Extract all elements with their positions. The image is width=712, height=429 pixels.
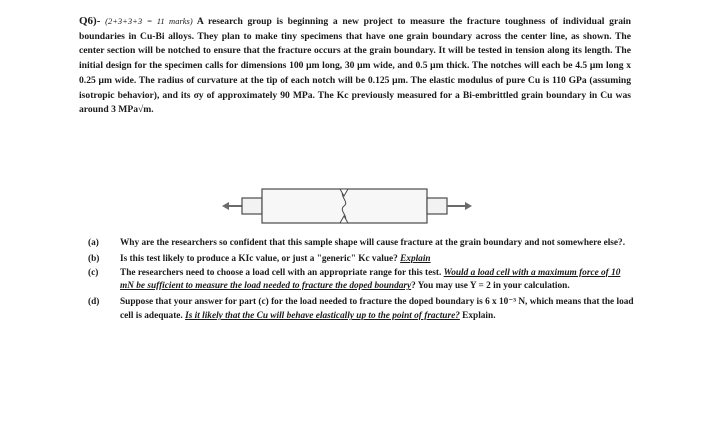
part-a bbox=[88, 237, 634, 251]
question-number: Q6)- bbox=[79, 15, 101, 27]
part-label: (b) bbox=[88, 253, 100, 264]
part-b bbox=[88, 253, 634, 267]
right-grip bbox=[427, 198, 447, 214]
part-label: (c) bbox=[88, 267, 99, 278]
part-d bbox=[88, 296, 634, 324]
part-trailing-text: ? You may use Y = 2 in your calculation. bbox=[411, 281, 570, 292]
part-text: Why are the researchers so confident that this sample shape will cause fracture at the grain boundary and not somewhere else?. bbox=[120, 238, 626, 248]
part-text: The researchers need to choose a load cell with an appropriate range for this test. bbox=[120, 267, 442, 278]
part-trailing-text: Explain. bbox=[459, 310, 496, 321]
notched-specimen-diagram bbox=[220, 186, 500, 226]
tension-arrowhead-left bbox=[222, 202, 229, 210]
part-text: Is this test likely to produce a KIc value, or just a "generic" Kc value? bbox=[120, 253, 398, 264]
part-underlined-text: Would a load cell with a maximum force of 10 mN be sufficient to measure the load needed to fracture the doped boundary bbox=[120, 267, 621, 292]
question-intro bbox=[79, 14, 631, 118]
left-grip bbox=[242, 198, 262, 214]
part-c bbox=[88, 267, 634, 295]
part-label: (d) bbox=[88, 297, 100, 308]
question-marks: (2+3+3+3 = 11 marks) bbox=[105, 16, 193, 26]
part-label: (a) bbox=[88, 238, 99, 248]
part-underlined-text: Is it likely that the Cu will behave elastically up to the point of fracture? bbox=[185, 310, 460, 321]
part-text: Suppose that your answer for part (c) for the load needed to fracture the doped boundary is 6 x 10⁻³ N, which means that the load cell is adequate. bbox=[120, 297, 634, 321]
question-parts bbox=[88, 237, 634, 326]
tension-arrowhead-right bbox=[465, 202, 472, 210]
part-underlined-text: Explain bbox=[400, 253, 431, 264]
question-intro-text: A research group is beginning a new project to measure the fracture toughness of individual grain boundaries in Cu-Bi alloys. They plan to make tiny specimens that have one grain boundary across the center line, as shown. The center section will be notched to ensure that the fracture occurs at the grain boundary. It will be tested in tension along its length. The initial design for the specimen calls for dimensions 100 μm long, 30 μm wide, and 0.5 μm thick. The notches will each be 4.5 μm long x 0.25 μm wide. The radius of curvature at the tip of each notch will be 0.125 μm. The elastic modulus of pure Cu is 110 GPa (assuming isotropic behavior), and its σy of approximately 90 MPa. The Kc previously measured for a Bi-embrittled grain boundary in Cu was around 3 MPa√m. bbox=[79, 16, 631, 116]
